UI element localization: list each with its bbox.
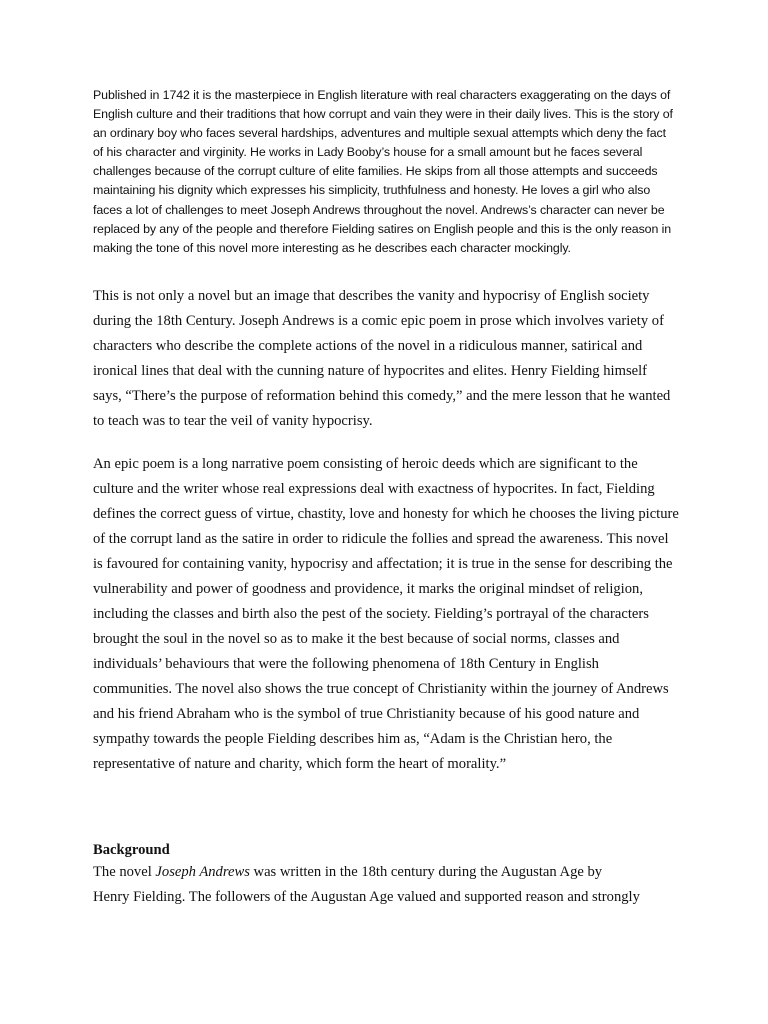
- paragraph-line-2: Henry Fielding. The followers of the Augustan Age valued and supported reason and strongly: [93, 889, 640, 905]
- section-heading-background: Background: [93, 842, 170, 858]
- body-paragraph-1: This is not only a novel but an image that describes the vanity and hypocrisy of English society during the 18th Century. Joseph Andrews is a comic epic poem in prose which involves variety of characters who describe the complete actions of the novel in a ridiculous manner, satirical and ironical lines that deal with the cunning nature of hypocrites and elites. Henry Fielding himself says, “There’s the purpose of reformation behind this comedy,” and the mere lesson that he wanted to teach was to tear the veil of vanity hypocrisy.: [93, 288, 671, 429]
- paragraph-line-1: [93, 860, 679, 885]
- book-title: Joseph Andrews: [155, 864, 250, 880]
- body-paragraph-2: An epic poem is a long narrative poem consisting of heroic deeds which are significant to the culture and the writer whose real expressions deal with exactness of hypocrites. In fact, Fielding defines the correct guess of virtue, chastity, love and honesty for which he chooses the living picture of the corrupt land as the satire in order to ridicule the follies and spread the awareness. This novel is favoured for containing vanity, hypocrisy and affectation; it is true in the sense for describing the vulnerability and power of goodness and providence, it marks the original mindset of religion, including the classes and birth also the pest of the society. Fielding’s portrayal of the characters brought the soul in the novel so as to make it the best because of social norms, classes and individuals’ behaviours that were the following phenomena of 18th Century in English communities. The novel also shows the true concept of Christianity within the journey of Andrews and his friend Abraham who is the symbol of true Christianity because of his good nature and sympathy towards the people Fielding describes him as, “Adam is the Christian hero, the representative of nature and charity, which form the heart of morality.”: [93, 456, 679, 772]
- intro-paragraph: Published in 1742 it is the masterpiece in English literature with real characters exaggerating on the days of English culture and their traditions that how corrupt and vain they were in their daily lives. This is the story of an ordinary boy who faces several hardships, adventures and multiple sexual attempts which deny the fact of his character and virginity. He works in Lady Booby’s house for a small amount but he faces several challenges because of the corrupt culture of elite families. He skips from all those attempts and succeeds maintaining his dignity which expresses his simplicity, truthfulness and honesty. He loves a girl who also faces a lot of challenges to meet Joseph Andrews throughout the novel. Andrews’s character can never be replaced by any of the people and therefore Fielding satires on English people and this is the only reason in making the tone of this novel more interesting as he describes each character mockingly.: [93, 88, 673, 255]
- text-run: was written in the 18th century during the Augustan Age by: [249, 864, 603, 880]
- text-run: The novel: [93, 864, 156, 880]
- body-paragraph-3: [93, 860, 679, 910]
